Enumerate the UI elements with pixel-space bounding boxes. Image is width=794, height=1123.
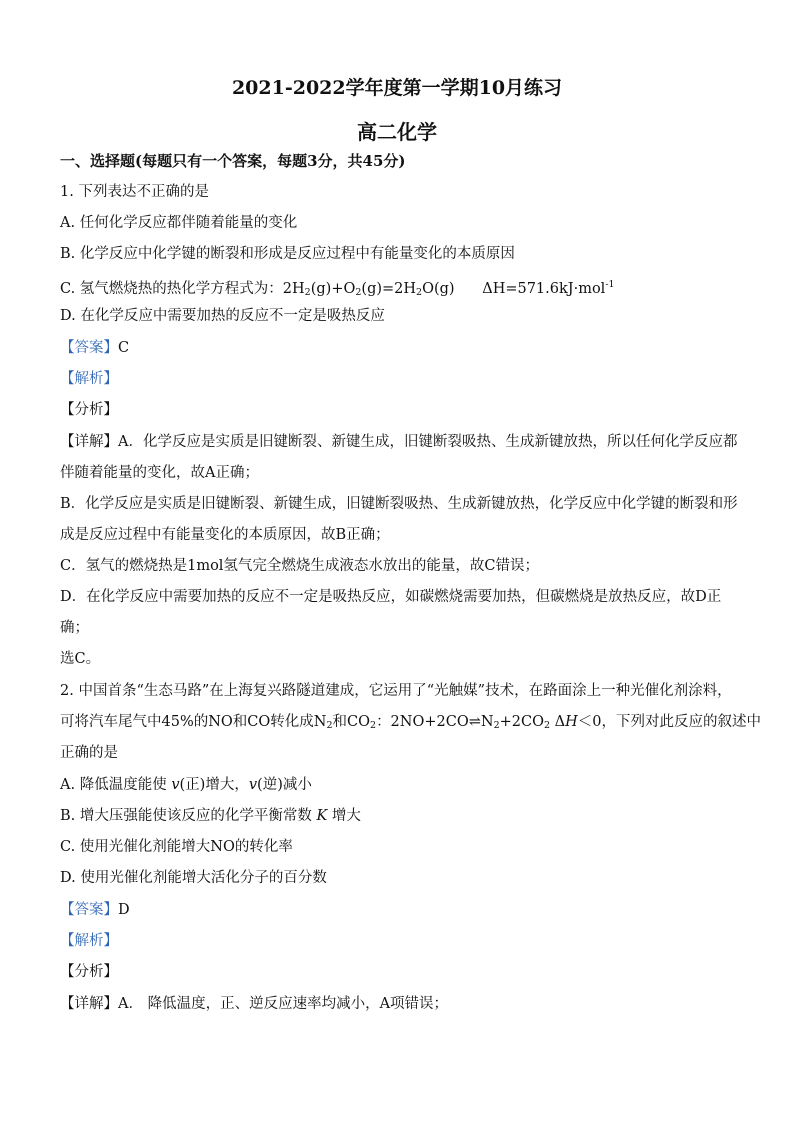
detail-label: 【详解】 [60, 434, 118, 450]
q1-stem: 1. 下列表达不正确的是 [60, 184, 209, 200]
analysis-label: 【解析】 [60, 371, 118, 387]
q1-detail-line: 伴随着能量的变化，故A正确； [60, 465, 259, 481]
q1-detail-line: 选C。 [60, 651, 101, 667]
detail-label: 【详解】 [60, 996, 118, 1012]
q1-analysis [60, 369, 118, 389]
q2-answer [60, 900, 130, 920]
q2-option-a-part: (正)增大， [179, 777, 249, 793]
q2-answer-value: D [118, 902, 130, 918]
q2-detail-line [60, 994, 448, 1014]
q2-stem-part: ＜0，下列对此反应的叙述中 [577, 714, 761, 730]
q1-answer-value: C [118, 340, 130, 356]
q1-detail-line: 确； [60, 620, 89, 636]
q1-detail-text: A．化学反应是实质是旧键断裂、新键生成，旧键断裂吸热、生成新键放热，所以任何化学反应都 [118, 434, 738, 450]
q1-fenxi [60, 400, 118, 420]
q2-option-a-part: (逆)减小 [257, 777, 312, 793]
answer-label: 【答案】 [60, 340, 118, 356]
q2-option-b-part: B. 增大压强能使该反应的化学平衡常数 [60, 808, 317, 824]
q2-stem-line2: 可将汽车尾气中45%的NO和CO转化成$N_2$和$CO_2$：$2NO+2CO\rightleftharpoons N_2+2CO_2$ ΔH＜0，下列对此反应的叙述中 [60, 714, 761, 731]
q2-option-b-part: 增大 [327, 808, 361, 824]
q1-option-a: A. 任何化学反应都伴随着能量的变化 [60, 215, 298, 231]
q1-detail-line: 成是反应过程中有能量变化的本质原因，故B正确； [60, 527, 390, 543]
q2-stem-line3: 正确的是 [60, 745, 118, 761]
q2-analysis [60, 931, 118, 951]
analysis-label: 【解析】 [60, 933, 118, 949]
q2-stem-part: 和CO [332, 714, 371, 730]
q1-detail-line: D．在化学反应中需要加热的反应不一定是吸热反应，如碳燃烧需要加热，但碳燃烧是放热反应，故D正 [60, 589, 722, 605]
q2-detail-text: A． 降低温度，正、逆反应速率均减小，A项错误； [118, 996, 449, 1012]
answer-label: 【答案】 [60, 902, 118, 918]
q1-detail-line [60, 432, 737, 452]
q2-option-a: A. 降低温度能使 v(正)增大，v(逆)减小 [60, 777, 312, 793]
fenxi-label: 【分析】 [60, 964, 118, 980]
q2-option-c: C. 使用光催化剂能增大NO的转化率 [60, 839, 293, 855]
document-title: 2021-2022学年度第一学期10月练习 [231, 77, 563, 99]
document-subtitle: 高二化学 [357, 120, 437, 144]
q2-option-a-part: A. 降低温度能使 [60, 777, 172, 793]
q2-fenxi [60, 962, 118, 982]
q1-detail-line: C．氢气的燃烧热是1mol氢气完全燃烧生成液态水放出的能量，故C错误； [60, 558, 540, 574]
q2-option-d: D. 使用光催化剂能增大活化分子的百分数 [60, 870, 327, 886]
q1-option-c-dh: ΔH=571.6kJ·mol [482, 281, 606, 297]
q1-option-b: B. 化学反应中化学键的断裂和形成是反应过程中有能量变化的本质原因 [60, 246, 515, 262]
q1-option-c: C. 氢气燃烧热的热化学方程式为：$2H_2(g)+O_2(g)=2H_2O(g)$ ΔH=571.6kJ·mol$^{-1}$ [60, 279, 615, 298]
fenxi-label: 【分析】 [60, 402, 118, 418]
q2-stem-part: ：2NO+2CO⇌N [376, 714, 494, 730]
section-heading: 一、选择题(每题只有一个答案，每题3分，共45分) [60, 152, 406, 170]
q1-detail-line: B．化学反应是实质是旧键断裂、新键生成，旧键断裂吸热、生成新键放热，化学反应中化学键的断裂和形 [60, 496, 738, 512]
q2-stem-part: +2CO [499, 714, 544, 730]
q2-stem-line1: 2. 中国首条“生态马路”在上海复兴路隧道建成，它运用了“光触媒”技术，在路面涂上一种光催化剂涂料， [60, 683, 732, 699]
q1-option-d: D. 在化学反应中需要加热的反应不一定是吸热反应 [60, 308, 385, 324]
q2-option-b: B. 增大压强能使该反应的化学平衡常数 K 增大 [60, 808, 361, 824]
q2-stem-part: 可将汽车尾气中45%的NO和CO转化成N [60, 714, 327, 730]
q1-answer [60, 338, 129, 358]
q1-option-c-prefix: C. 氢气燃烧热的热化学方程式为： [60, 281, 283, 297]
